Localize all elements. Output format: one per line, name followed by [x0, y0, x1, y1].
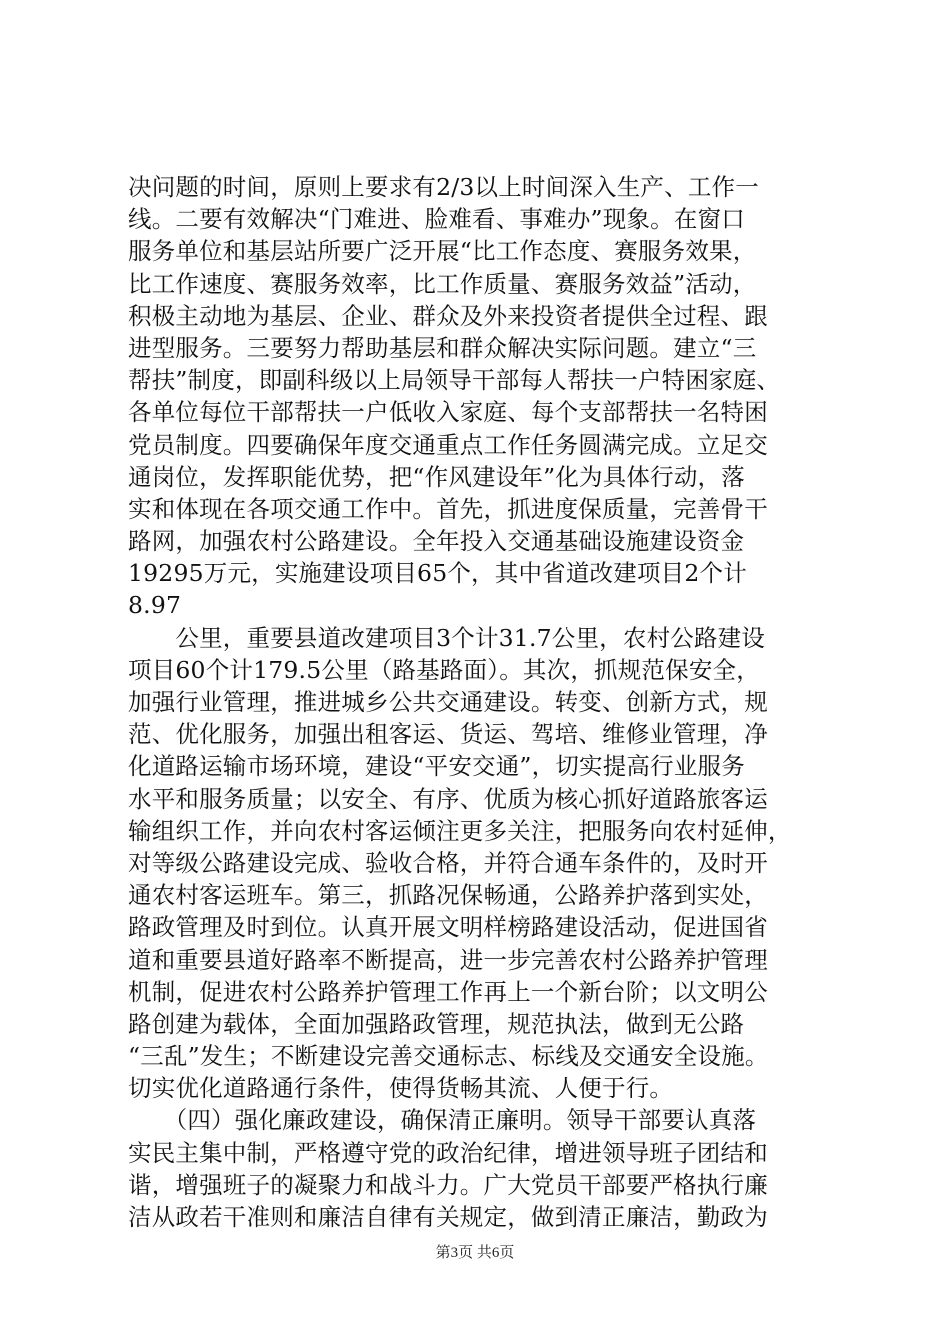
text-line: 范、优化服务，加强出租客运、货运、驾培、维修业管理，净 — [128, 720, 768, 749]
text-line: 水平和服务质量；以安全、有序、优质为核心抓好道路旅客运 — [128, 784, 768, 813]
text-line: 19295万元，实施建设项目65个，其中省道改建项目2个计 — [128, 559, 747, 588]
text-line: 实民主集中制，严格遵守党的政治纪律，增进领导班子团结和 — [128, 1138, 768, 1167]
text-line: 决问题的时间，原则上要求有2/3以上时间深入生产、工作一 — [128, 173, 759, 201]
text-line: 对等级公路建设完成、验收合格，并符合通车条件的，及时开 — [128, 848, 768, 877]
text-line: 输组织工作，并向农村客运倾注更多关注，把服务向农村延伸， — [128, 816, 792, 845]
text-line: 洁从政若干准则和廉洁自律有关规定，做到清正廉洁，勤政为 — [128, 1203, 768, 1231]
page-number-footer: 第3页 共6页 — [435, 1245, 515, 1261]
text-line: 公里，重要县道改建项目3个计31.7公里，农村公路建设 — [128, 623, 766, 652]
text-line: （四）强化廉政建设，确保清正廉明。领导干部要认真落 — [128, 1106, 757, 1135]
text-line: 道和重要县道好路率不断提高，进一步完善农村公路养护管理 — [128, 945, 768, 974]
text-line: 8.97 — [128, 591, 182, 620]
text-line: 进型服务。三要努力帮助基层和群众解决实际问题。建立“三 — [128, 333, 757, 362]
body-text — [128, 171, 840, 1233]
text-line: 谐，增强班子的凝聚力和战斗力。广大党员干部要严格执行廉 — [128, 1170, 768, 1199]
text-line: 服务单位和基层站所要广泛开展“比工作态度、赛服务效果， — [128, 237, 757, 266]
text-line: 党员制度。四要确保年度交通重点工作任务圆满完成。立足交 — [128, 430, 768, 459]
text-line: 机制，促进农村公路养护管理工作再上一个新台阶；以文明公 — [128, 977, 768, 1006]
text-line: 加强行业管理，推进城乡公共交通建设。转变、创新方式，规 — [128, 688, 768, 716]
text-line: 实和体现在各项交通工作中。首先，抓进度保质量，完善骨干 — [128, 494, 768, 523]
text-line: 比工作速度、赛服务效率，比工作质量、赛服务效益”活动， — [128, 269, 757, 298]
text-line: 切实优化道路通行条件，使得货畅其流、人便于行。 — [128, 1074, 674, 1103]
text-line: 路政管理及时到位。认真开展文明样榜路建设活动，促进国省 — [128, 913, 768, 942]
text-line: 通岗位，发挥职能优势，把“作风建设年”化为具体行动，落 — [128, 462, 745, 491]
text-line: 积极主动地为基层、企业、群众及外来投资者提供全过程、跟 — [128, 301, 768, 330]
text-line: 帮扶”制度，即副科级以上局领导干部每人帮扶一户特困家庭、 — [128, 366, 781, 395]
text-line: 线。二要有效解决“门难进、脸难看、事难办”现象。在窗口 — [128, 205, 745, 234]
text-line: 路网，加强农村公路建设。全年投入交通基础设施建设资金 — [128, 527, 745, 556]
text-line: 各单位每位干部帮扶一户低收入家庭、每个支部帮扶一名特困 — [128, 398, 768, 427]
text-line: “三乱”发生；不断建设完善交通标志、标线及交通安全设施。 — [128, 1042, 769, 1071]
text-line: 路创建为载体，全面加强路政管理，规范执法，做到无公路 — [128, 1009, 745, 1038]
text-line: 化道路运输市场环境，建设“平安交通”，切实提高行业服务 — [128, 752, 745, 781]
text-line: 项目60个计179.5公里（路基路面）。其次，抓规范保安全， — [128, 655, 760, 684]
text-line: 通农村客运班车。第三，抓路况保畅通，公路养护落到实处， — [128, 881, 768, 910]
